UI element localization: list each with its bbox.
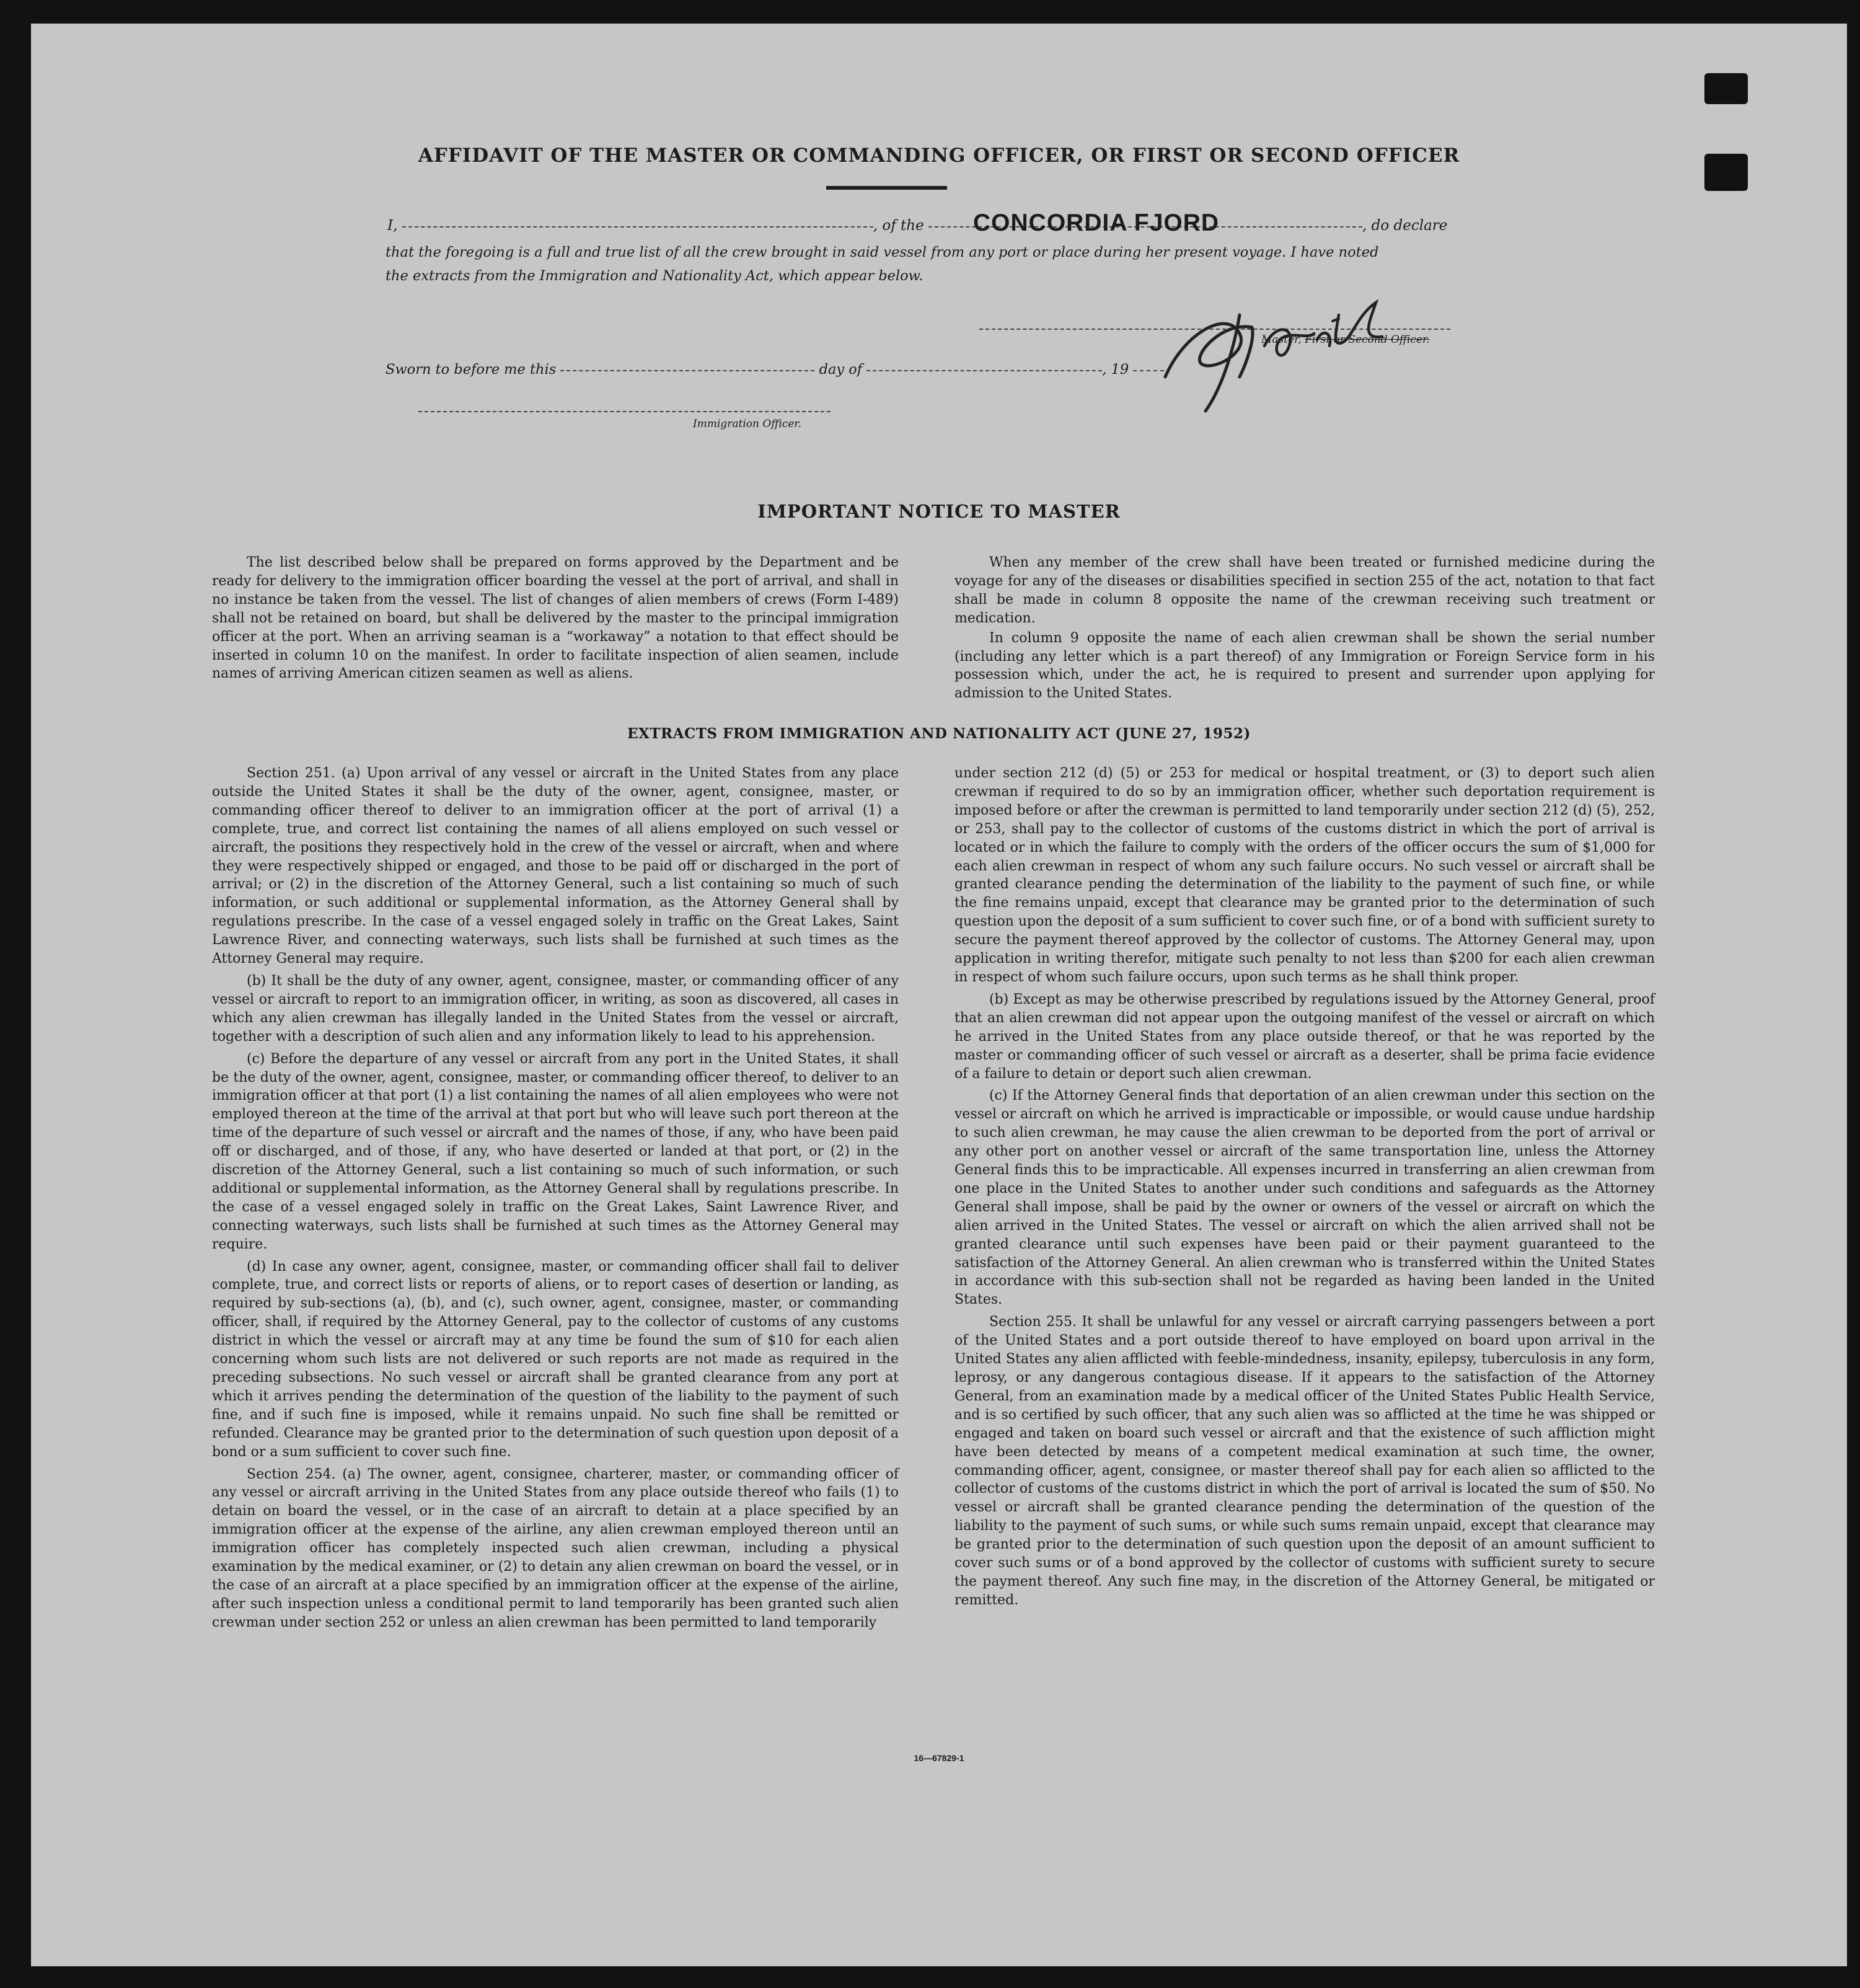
bleed-through-heading — [291, 113, 1605, 145]
vessel-name: CONCORDIA FJORD — [973, 210, 1220, 236]
extract-paragraph: Section 254. (a) The owner, agent, consignee, charterer, master, or commanding officer of any vessel or aircraft arriving in the United States from any place outside thereof who fails (1) to detain on board the vessel, or in the case of an aircraft to detain at a place specified by an immigration officer at the expense of the airline, any alien crewman employed thereon until an immigration officer has completely inspected such alien crewman, including a physical examination by the medical examiner, or (2) to detain any alien crewman on board the vessel, or in the case of an aircraft at a place specified by an immigration officer at the expense of the airline, after such inspection unless a conditional permit to land temporarily has been granted such alien crewman under section 252 or unless an alien crewman has been permitted to land temporarily — [212, 1466, 899, 1630]
sworn-month-field[interactable] — [866, 369, 1102, 371]
year-prefix-label: , 19 — [1102, 361, 1129, 378]
i-label: I, — [387, 218, 398, 234]
notice-paragraph: In column 9 opposite the name of each alien crewman shall be shown the serial number (including any letter which is a part thereof) of any Immigration or Foreign Service form in his possession which, under the act, he is required to present and surrender upon applying for admission to the United States. — [954, 630, 1655, 702]
extract-paragraph: under section 212 (d) (5) or 253 for medical or hospital treatment, or (3) to deport such alien crewman if required to do so by an immigration officer, whether such deportation requirement is imposed before or after the crewman is permitted to land temporarily under section 212 (d) (5), 252, or 253, shall pay to the collector of customs of the customs district in which the port of arrival is located or in which the failure to comply with the orders of the officer occurs the sum of $1,000 for each alien crewman in respect of whom any such failure occurs. No such vessel or aircraft shall be granted clearance pending the determination of the liability to the payment of such fine, or while the fine remains unpaid, except that clearance may be granted prior to the determination of such question upon the deposit of a sum sufficient to cover such fine, or of a bond with sufficient surety to secure the payment thereof approved by the collector of customs. The Attorney General may, upon application in writing therefor, mitigate such penalty to not less than $200 for each alien crewman in respect of whom such failure occurs, upon such terms as he shall think proper. — [954, 766, 1655, 985]
title-rule — [826, 186, 947, 190]
day-of-label: day of — [819, 361, 863, 378]
extract-paragraph: Section 251. (a) Upon arrival of any vessel or aircraft in the United States from any place outside the United States it shall be the duty of the owner, agent, consignee, master, or commanding officer thereof to deliver to an immigration officer at the port of arrival (1) a complete, true, and correct list containing the names of all aliens employed on such vessel or aircraft, the positions they respectively hold in the crew of the vessel or aircraft, when and where they were respectively shipped or engaged, and those to be paid off or discharged in the port of arrival; or (2) in the discretion of the Attorney General, such a list containing so much of such information, or such additional or supplemental information, as the Attorney General shall by regulations prescribe. In the case of a vessel engaged solely in traffic on the Great Lakes, Saint Lawrence River, and connecting waterways, such lists shall be furnished at such times as the Attorney General may require. — [212, 766, 899, 967]
statement-line-2: the extracts from the Immigration and Nationality Act, which appear below. — [386, 268, 923, 284]
sworn-line — [386, 361, 1164, 378]
master-label-group — [1261, 334, 1430, 346]
statement-line-1: that the foregoing is a full and true list of all the crew brought in said vessel from any port or place during her present voyage. I have noted — [386, 244, 1379, 260]
affidavit-title: AFFIDAVIT OF THE MASTER OR COMMANDING OFFICER, OR FIRST OR SECOND OFFICER — [418, 144, 1460, 167]
extracts-left-column — [212, 764, 899, 1636]
notice-left-column — [212, 554, 899, 687]
notice-paragraph: The list described below shall be prepared on forms approved by the Department and be ready for delivery to the immigration officer boarding the vessel at the port of arrival, and shall in no instance be taken from the vessel. The list of changes of alien members of crews (Form I-489) shall not be retained on board, but shall be delivered by the master to the principal immigration officer at the port. When an arriving seaman is a “workaway” a notation to that effect should be inserted in column 10 on the manifest. In order to facilitate inspection of alien seamen, include names of arriving American citizen seamen as well as aliens. — [212, 555, 899, 682]
handwritten-signature — [1147, 278, 1444, 420]
form-code: 16—67829-1 — [914, 1753, 964, 1763]
sworn-day-field[interactable] — [560, 369, 814, 371]
notice-title: IMPORTANT NOTICE TO MASTER — [757, 501, 1121, 522]
bleed-through-mark — [68, 383, 77, 417]
extract-paragraph: (b) It shall be the duty of any owner, agent, consignee, master, or commanding officer of any vessel or aircraft to report to an immigration officer, in writing, as soon as discovered, all cases in which any alien crewman has illegally landed in the United States from the vessel or aircraft, together with a description of such alien and any information likely to lead to his apprehension. — [212, 973, 899, 1045]
immigration-officer-label: Immigration Officer. — [693, 418, 802, 430]
name-field[interactable] — [402, 226, 873, 228]
document-page — [31, 24, 1847, 1966]
do-declare-label: , do declare — [1362, 218, 1448, 234]
notice-right-column — [954, 554, 1655, 707]
of-the-label: , of the — [873, 218, 924, 234]
officer-signature-line[interactable] — [418, 411, 831, 412]
extract-paragraph: Section 255. It shall be unlawful for any vessel or aircraft carrying passengers between a port of the United States and a port outside thereof to have employed on board upon arrival in the United States any alien afflicted with feeble-mindedness, insanity, epilepsy, tuberculosis in any form, leprosy, or any dangerous contagious disease. If it appears to the satisfaction of the Attorney General, from an examination made by a medical officer of the United States Public Health Service, and is so certified by such officer, that any such alien was so afflicted at the time he was shipped or engaged and taken on board such vessel or aircraft and that the existence of such affliction might have been detected by means of a competent medical examination at such time, the owner, commanding officer, agent, consignee, or master thereof shall pay for each alien so afflicted to the collector of customs of the customs district in which the port of arrival is located the sum of $50. No vessel or aircraft shall be granted clearance pending the determination of the question of the liability to the payment of such sums, or while such sums remain unpaid, except that clearance may be granted prior to the determination of such question upon the deposit of an amount sufficient to cover such sums or of a bond approved by the collector of customs with sufficient surety to secure the payment thereof. Any such fine may, in the discretion of the Attorney General, be mitigated or remitted. — [954, 1314, 1655, 1608]
declaration-line — [387, 218, 1447, 234]
struck-officer-label: First or Second Officer. — [1305, 334, 1430, 346]
extract-paragraph: (b) Except as may be otherwise prescribed by regulations issued by the Attorney General, proof that an alien crewman did not appear upon the outgoing manifest of the vessel or aircraft on which he arrived in the United States from any place outside thereof, or that he was reported by the master or commanding officer of such vessel or aircraft as a deserter, shall be prima facie evidence of a failure to detain or deport such alien crewman. — [954, 991, 1655, 1082]
notice-paragraph: When any member of the crew shall have been treated or furnished medicine during the voyage for any of the diseases or disabilities specified in section 255 of the act, notation to that fact shall be made in column 8 opposite the name of the crewman receiving such treatment or medication. — [954, 555, 1655, 626]
extract-paragraph: (d) In case any owner, agent, consignee, master, or commanding officer shall fail to deliver complete, true, and correct lists or reports of aliens, or to report cases of desertion or landing, as required by sub-sections (a), (b), and (c), such owner, agent, consignee, master, or commanding officer, shall, if required by the Attorney General, pay to the collector of customs of any customs district in which the vessel or aircraft may at any time be found the sum of $10 for each alien concerning whom such lists are not delivered or such reports are not made as required in the preceding subsections. No such vessel or aircraft shall be granted clearance from any port at which it arrives pending the determination of the question of the liability to the payment of such fine, and if such fine is imposed, while it remains unpaid. No such fine shall be remitted or refunded. Clearance may be granted prior to the determination of such question upon deposit of a bond or a sum sufficient to cover such fine. — [212, 1258, 899, 1460]
extracts-right-column — [954, 764, 1655, 1614]
extracts-title: EXTRACTS FROM IMMIGRATION AND NATIONALITY ACT (JUNE 27, 1952) — [627, 725, 1251, 742]
sworn-year-field[interactable] — [1133, 369, 1164, 371]
edge-mark-top — [1704, 73, 1748, 104]
extract-paragraph: (c) Before the departure of any vessel or aircraft from any port in the United States, it shall be the duty of the owner, agent, consignee, master, or commanding officer thereof, to deliver to an immigration officer at that port (1) a list containing the names of all alien employees who were not employed thereon at the time of the arrival at that port but who will leave such port thereon at the time of the departure of such vessel or aircraft and the names of those, if any, who have been paid off or discharged, and of those, if any, who have deserted or landed at that port, or (2) in the discretion of the Attorney General, such a list containing so much of such information, or such additional or supplemental information, as the Attorney General shall by regulations prescribe. In the case of a vessel engaged solely in traffic on the Great Lakes, Saint Lawrence River, and connecting waterways, such lists shall be furnished at such times as the Attorney General may require. — [212, 1051, 899, 1252]
extract-paragraph: (c) If the Attorney General finds that deportation of an alien crewman under this section on the vessel or aircraft on which he arrived is impracticable or impossible, or would cause undue hardship to such alien crewman, he may cause the alien crewman to be deported from the port of arrival or any other port on another vessel or aircraft of the same transportation line, unless the Attorney General finds this to be impracticable. All expenses incurred in transferring an alien crewman from one place in the United States to another under such conditions and safeguards as the Attorney General shall impose, shall be paid by the owner or owners of the vessel or aircraft on which the alien arrived in the United States. The vessel or aircraft on which the alien arrived shall not be granted clearance until such expenses have been paid or their payment guaranteed to the satisfaction of the Attorney General. An alien crewman who is transferred within the United States in accordance with this sub-section shall not be regarded as having been landed in the United States. — [954, 1088, 1655, 1308]
master-label: Master, — [1261, 334, 1302, 346]
sworn-label: Sworn to before me this — [386, 361, 557, 378]
